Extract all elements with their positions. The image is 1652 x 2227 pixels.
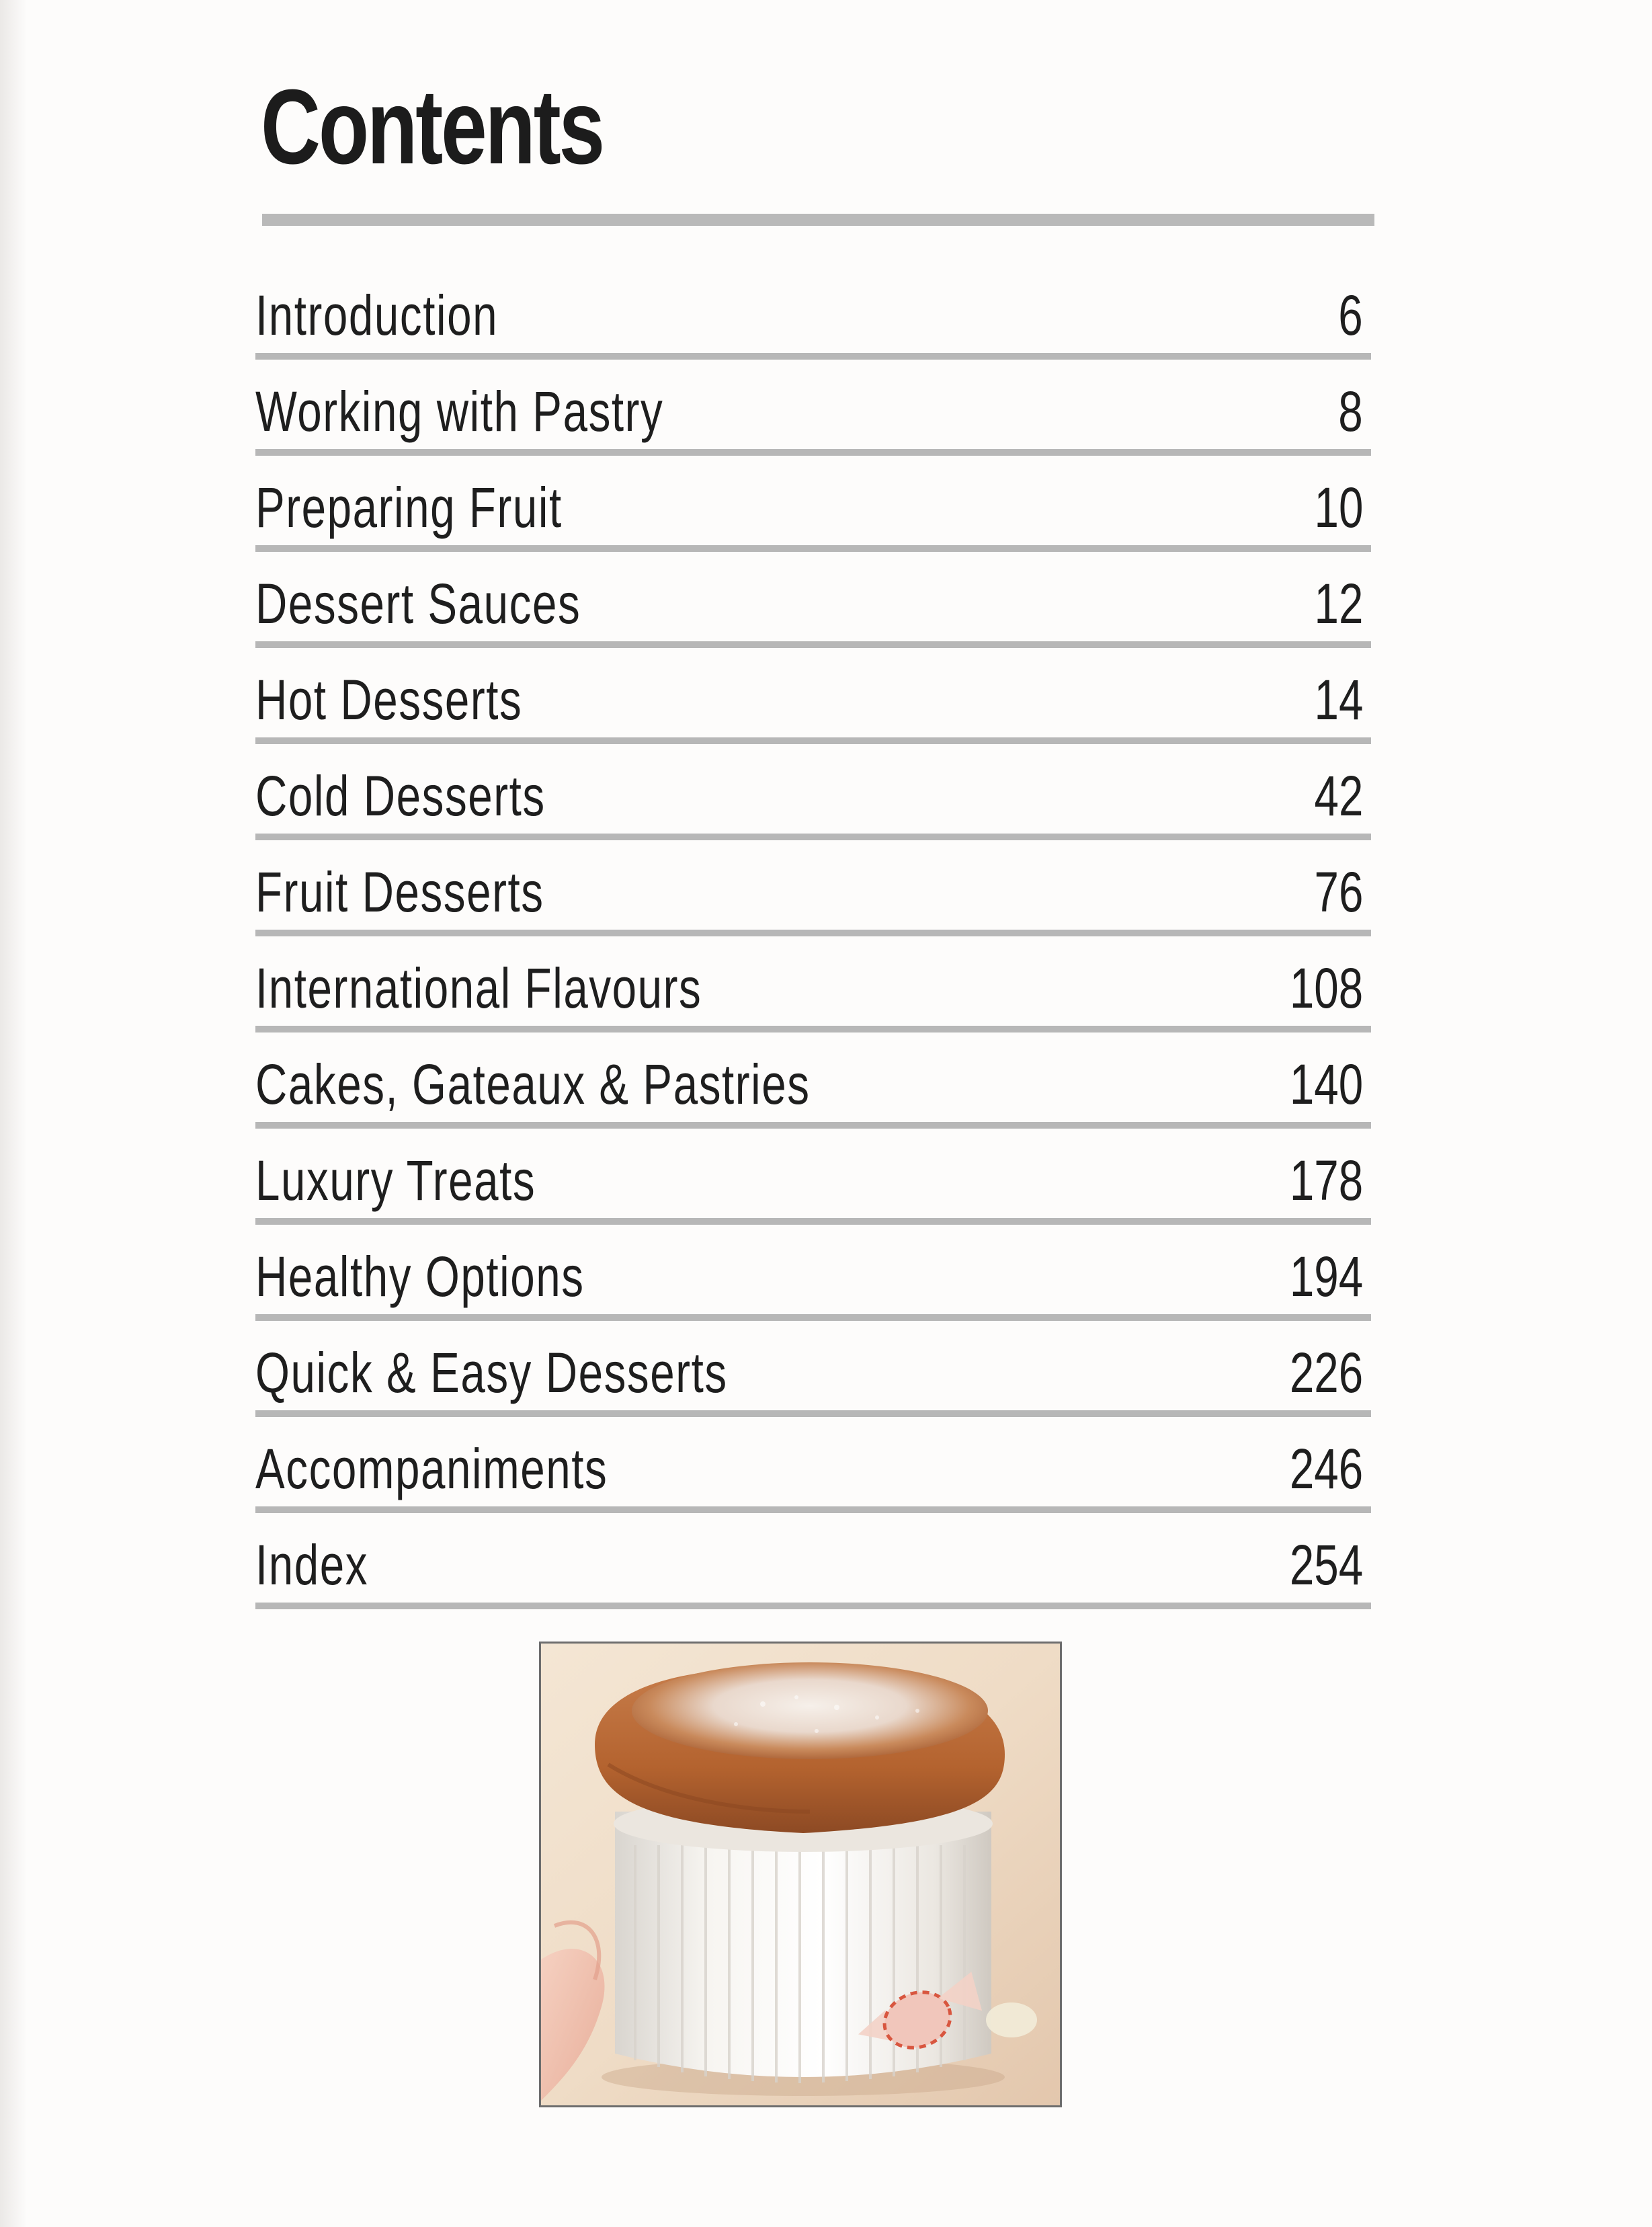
toc-entry-label: Healthy Options	[255, 1245, 585, 1308]
toc-entry-label: Luxury Treats	[255, 1149, 536, 1212]
toc-entry-page: 178	[1289, 1149, 1363, 1212]
souffle-photo-image	[541, 1644, 1060, 2105]
toc-entry-page: 226	[1289, 1341, 1363, 1404]
toc-entry-label: Hot Desserts	[255, 668, 523, 731]
toc-entry-label: Index	[255, 1533, 369, 1596]
toc-entry-page: 8	[1338, 380, 1363, 443]
toc-entry-page: 10	[1314, 476, 1363, 539]
toc-entry-label: Fruit Desserts	[255, 860, 544, 924]
page-title: Contents	[261, 68, 604, 186]
toc-entry-label: Working with Pastry	[255, 380, 664, 443]
title-rule	[262, 214, 1374, 226]
toc-entry-label: Dessert Sauces	[255, 572, 581, 635]
toc-entry-accompaniments[interactable]	[255, 1417, 1371, 1513]
toc-entry-fruit-desserts[interactable]	[255, 840, 1371, 936]
toc-entry-index[interactable]	[255, 1513, 1371, 1609]
toc-entry-preparing-fruit[interactable]	[255, 456, 1371, 552]
toc-entry-cakes-gateaux-pastries[interactable]	[255, 1032, 1371, 1129]
toc-entry-page: 76	[1314, 860, 1363, 924]
toc-entry-page: 108	[1289, 957, 1363, 1020]
toc-entry-luxury-treats[interactable]	[255, 1129, 1371, 1225]
toc-entry-label: Preparing Fruit	[255, 476, 563, 539]
toc-entry-cold-desserts[interactable]	[255, 744, 1371, 840]
toc-entry-dessert-sauces[interactable]	[255, 552, 1371, 648]
souffle-photo	[539, 1642, 1062, 2107]
toc-entry-working-with-pastry[interactable]	[255, 360, 1371, 456]
toc-entry-page: 194	[1289, 1245, 1363, 1308]
toc-entry-page: 6	[1338, 284, 1363, 347]
table-of-contents	[255, 264, 1371, 1609]
toc-entry-introduction[interactable]	[255, 264, 1371, 360]
toc-entry-label: Introduction	[255, 284, 499, 347]
toc-entry-page: 14	[1314, 668, 1363, 731]
toc-entry-international-flavours[interactable]	[255, 936, 1371, 1032]
toc-entry-page: 12	[1314, 572, 1363, 635]
toc-entry-page: 42	[1314, 764, 1363, 827]
toc-entry-label: Accompaniments	[255, 1437, 608, 1500]
toc-entry-page: 246	[1289, 1437, 1363, 1500]
toc-entry-page: 254	[1289, 1533, 1363, 1596]
toc-entry-label: International Flavours	[255, 957, 702, 1020]
toc-entry-label: Quick & Easy Desserts	[255, 1341, 728, 1404]
toc-entry-label: Cakes, Gateaux & Pastries	[255, 1053, 811, 1116]
toc-entry-hot-desserts[interactable]	[255, 648, 1371, 744]
toc-entry-page: 140	[1289, 1053, 1363, 1116]
page-edge-shadow	[0, 0, 27, 2227]
toc-entry-healthy-options[interactable]	[255, 1225, 1371, 1321]
toc-entry-quick-easy-desserts[interactable]	[255, 1321, 1371, 1417]
toc-entry-label: Cold Desserts	[255, 764, 546, 827]
